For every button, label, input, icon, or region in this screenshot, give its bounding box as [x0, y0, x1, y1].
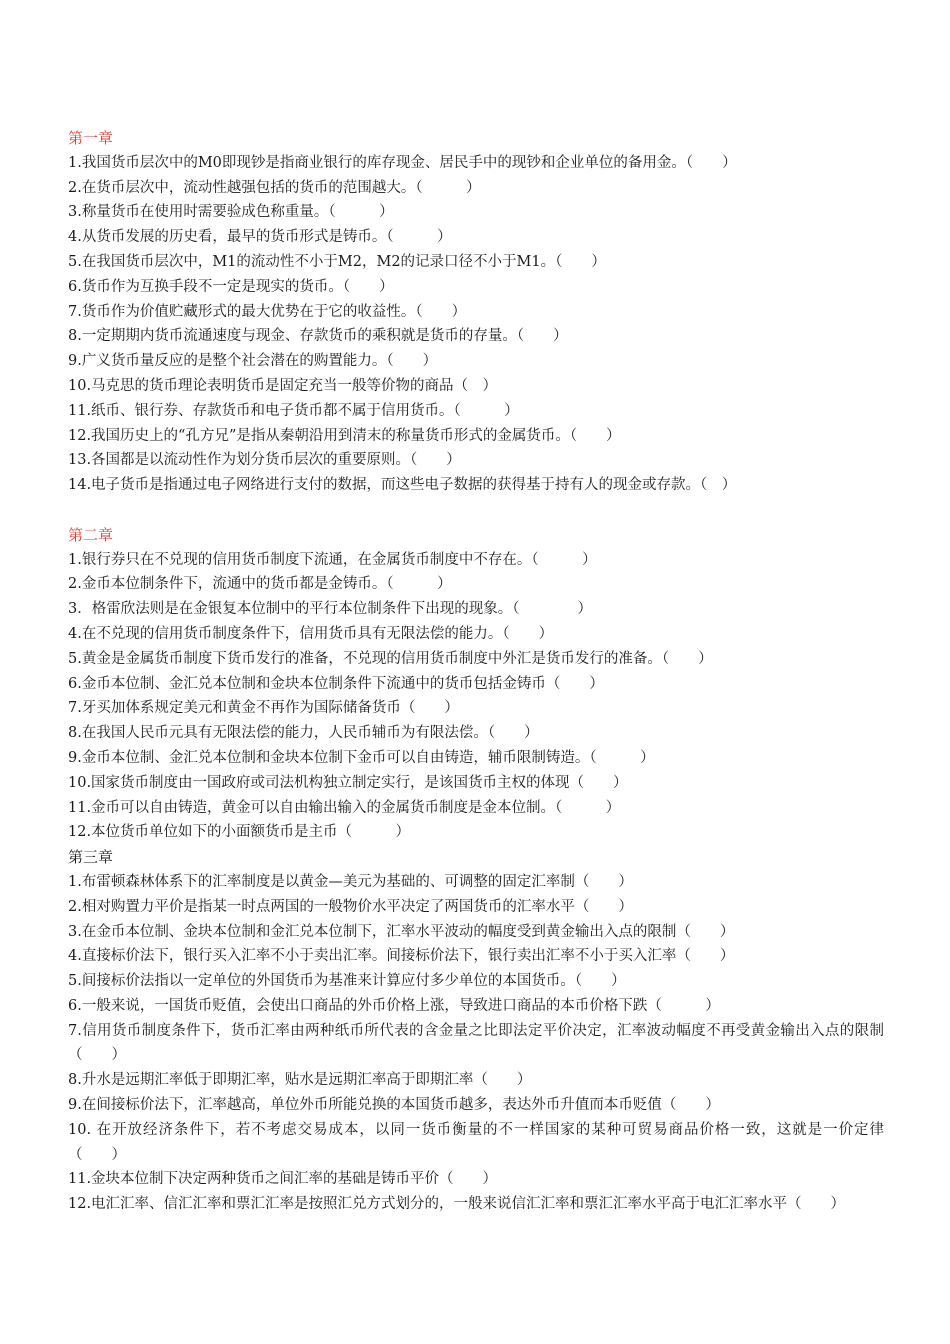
question-item: 3.称量货币在使用时需要验成色称重量。（ ）	[68, 204, 394, 221]
question-item: 11.纸币、银行券、存款货币和电子货币都不属于信用货币。（ ）	[68, 402, 519, 419]
question-item: 1.我国货币层次中的M0即现钞是指商业银行的库存现金、居民手中的现钞和企业单位的备用金。（ ）	[68, 154, 737, 171]
question-item: 10.马克思的货币理论表明货币是固定充当一般等价物的商品（ ）	[68, 377, 498, 394]
chapter-2	[68, 523, 884, 845]
document-page	[68, 126, 884, 1217]
question-item: 14.电子货币是指通过电子网络进行支付的数据，而这些电子数据的获得基于持有人的现金或存款。（ ）	[68, 477, 737, 494]
chapter-title: 第二章	[68, 525, 114, 544]
question-item: 8.在我国人民币元具有无限法偿的能力，人民币辅币为有限法偿。（ ）	[68, 725, 539, 742]
question-item: 12.本位货币单位如下的小面额货币是主币（ ）	[68, 824, 411, 841]
chapter-3	[68, 845, 884, 1217]
chapter-title: 第三章	[68, 848, 114, 867]
question-item: 7.牙买加体系规定美元和黄金不再作为国际储备货币（ ）	[68, 700, 459, 717]
question-item: 9.广义货币量反应的是整个社会潜在的购置能力。（ ）	[68, 353, 438, 370]
question-item: 13.各国都是以流动性作为划分货币层次的重要原则。（ ）	[68, 452, 461, 469]
question-item: 3．格雷欣法则是在金银复本位制中的平行本位制条件下出现的现象。（ ）	[68, 601, 592, 618]
question-item: 2.金币本位制条件下，流通中的货币都是金铸币。（ ）	[68, 576, 452, 593]
question-item: 9.金币本位制、金汇兑本位制和金块本位制下金币可以自由铸造，辅币限制铸造。（ ）	[68, 749, 655, 766]
question-item: 11.金币可以自由铸造，黄金可以自由输出输入的金属货币制度是金本位制。（ ）	[68, 799, 621, 816]
question-item: 5.间接标价法指以一定单位的外国货币为基准来计算应付多少单位的本国货币。（ ）	[68, 973, 626, 990]
question-item: 8.一定期期内货币流通速度与现金、存款货币的乘积就是货币的存量。（ ）	[68, 328, 568, 345]
question-item: 2.相对购置力平价是指某一时点两国的一般物价水平决定了两国货币的汇率水平（ ）	[68, 898, 633, 915]
question-item: 1.布雷顿森林体系下的汇率制度是以黄金—美元为基础的、可调整的固定汇率制（ ）	[68, 873, 633, 890]
question-item: 11.金块本位制下决定两种货币之间汇率的基础是铸币平价（ ）	[68, 1171, 498, 1188]
question-item: 7.信用货币制度条件下，货币汇率由两种纸币所代表的含金量之比即法定平价决定，汇率波动幅度不再受黄金输出入点的限制（ ）	[68, 1022, 884, 1064]
question-item: 4.从货币发展的历史看，最早的货币形式是铸币。（ ）	[68, 229, 452, 246]
chapter-spacer	[68, 498, 884, 523]
question-item: 7.货币作为价值贮藏形式的最大优势在于它的收益性。（ ）	[68, 303, 467, 320]
question-item: 6.金币本位制、金汇兑本位制和金块本位制条件下流通中的货币包括金铸币（ ）	[68, 675, 604, 692]
chapter-title: 第一章	[68, 129, 114, 147]
question-item: 5.黄金是金属货币制度下货币发行的准备，不兑现的信用货币制度中外汇是货币发行的准备。（ ）	[68, 650, 713, 667]
question-item: 12.我国历史上的“孔方兄”是指从秦朝沿用到清末的称量货币形式的金属货币。（ ）	[68, 427, 621, 444]
question-item: 6.货币作为互换手段不一定是现实的货币。（ ）	[68, 278, 394, 295]
question-item: 10. 在开放经济条件下，若不考虑交易成本，以同一货币衡量的不一样国家的某种可贸易商品价格一致，这就是一价定律（ ）	[68, 1121, 884, 1163]
question-item: 4.在不兑现的信用货币制度条件下，信用货币具有无限法偿的能力。（ ）	[68, 625, 554, 642]
question-item: 4.直接标价法下，银行买入汇率不小于卖出汇率。间接标价法下，银行卖出汇率不小于买入汇率（ ）	[68, 948, 735, 965]
question-item: 2.在货币层次中，流动性越强包括的货币的范围越大。（ ）	[68, 179, 481, 196]
question-item: 6.一般来说，一国货币贬值，会使出口商品的外币价格上涨，导致进口商品的本币价格下跌（ ）	[68, 997, 720, 1014]
question-item: 1.银行券只在不兑现的信用货币制度下流通，在金属货币制度中不存在。（ ）	[68, 551, 597, 568]
question-item: 3.在金币本位制、金块本位制和金汇兑本位制下，汇率水平波动的幅度受到黄金输出入点的限制（ ）	[68, 923, 735, 940]
question-item: 5.在我国货币层次中，M1的流动性不小于M2，M2的记录口径不小于M1。（ ）	[68, 253, 606, 270]
chapter-1	[68, 126, 884, 498]
question-item: 9.在间接标价法下，汇率越高，单位外币所能兑换的本国货币越多，表达外币升值而本币贬值（ ）	[68, 1097, 720, 1114]
question-item: 12.电汇汇率、信汇汇率和票汇汇率是按照汇兑方式划分的，一般来说信汇汇率和票汇汇率水平高于电汇汇率水平（ ）	[68, 1196, 846, 1213]
question-item: 10.国家货币制度由一国政府或司法机构独立制定实行，是该国货币主权的体现（ ）	[68, 774, 628, 791]
question-item: 8.升水是远期汇率低于即期汇率，贴水是远期汇率高于即期汇率（ ）	[68, 1072, 532, 1089]
